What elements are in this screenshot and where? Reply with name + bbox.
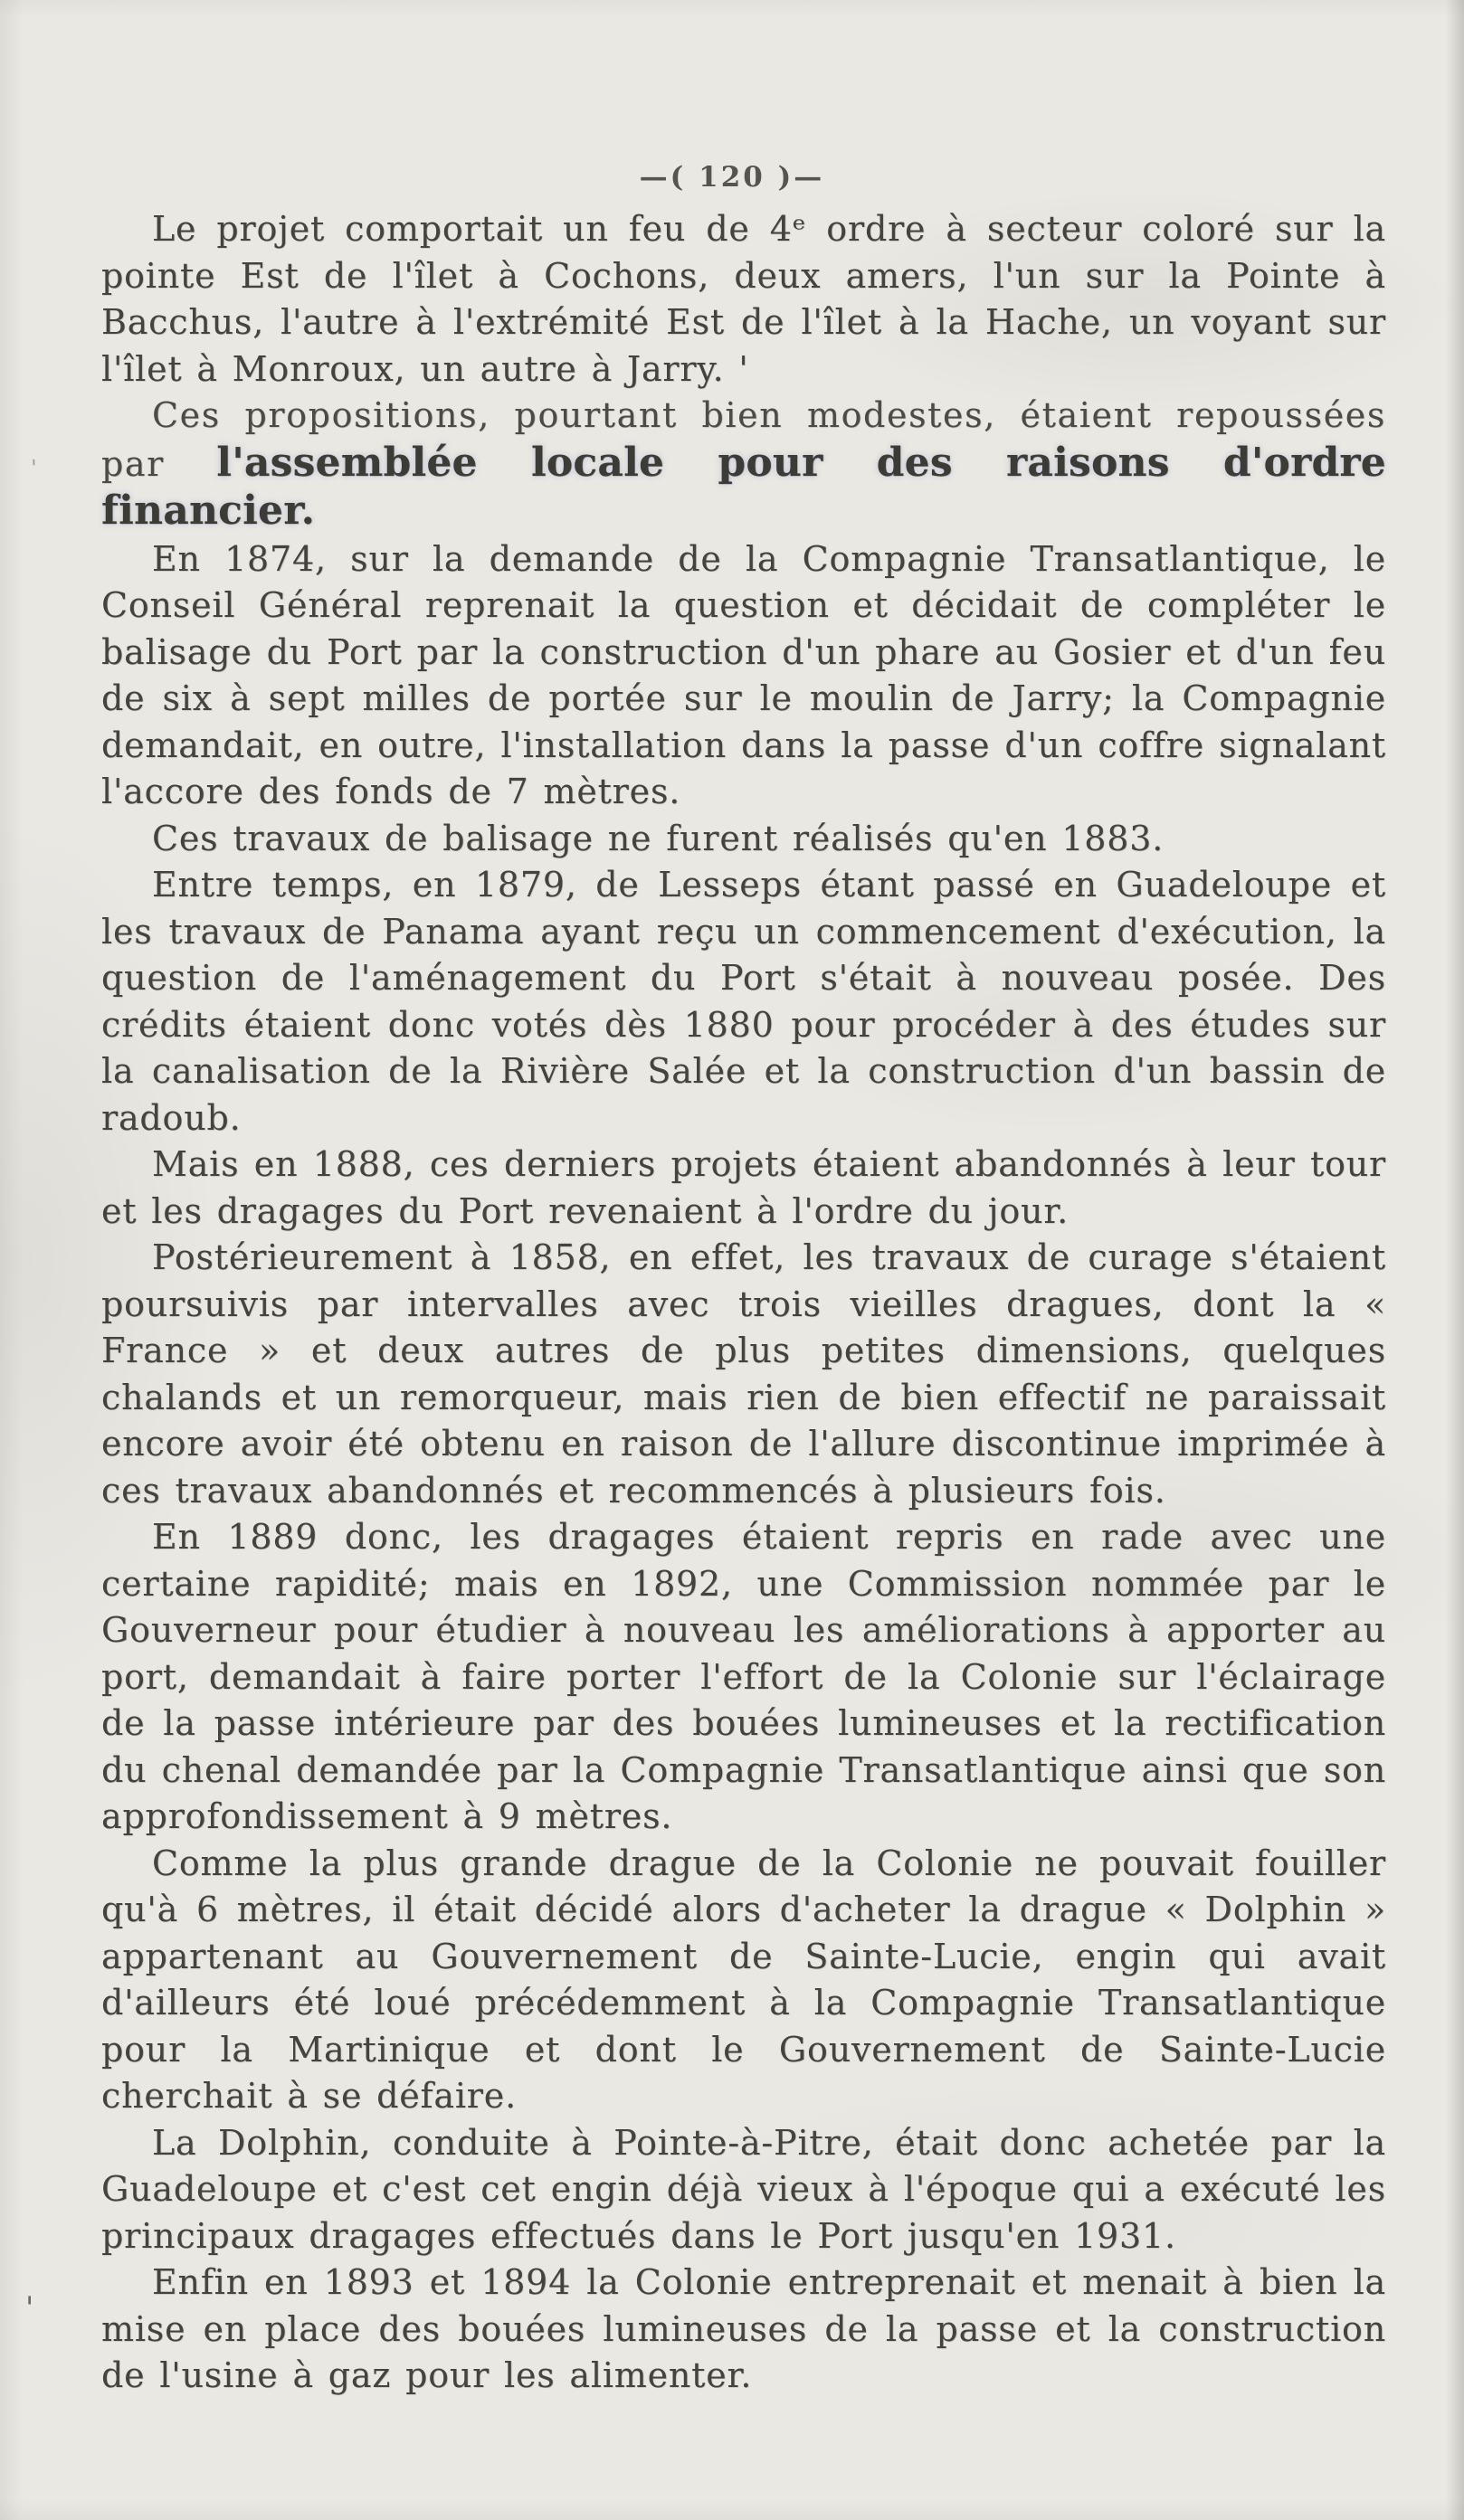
paragraph-text: La Dolphin, conduite à Pointe-à-Pitre, était donc achetée par la Guadeloupe et c'est cet engin déjà vieux à l'époque qui a exécuté les principaux dragages effectués dans le Port jusqu'en 1931. (101, 2122, 1386, 2256)
paragraph-projet-feu (101, 206, 1386, 393)
paragraph-text: Ces propositions, pourtant bien modestes, étaient repoussées par (101, 395, 1386, 484)
scan-artifact-tick: - (21, 458, 49, 467)
paragraph-text: Mais en 1888, ces derniers projets étaient abandonnés à leur tour et les dragages du Port revenaient à l'ordre du jour. (101, 1144, 1386, 1231)
paragraph-1888-abandon (101, 1142, 1386, 1235)
paragraph-1889-dragages (101, 1514, 1386, 1841)
paragraph-propositions-repoussees (101, 393, 1386, 536)
paragraph-text: Postérieurement à 1858, en effet, les travaux de curage s'étaient poursuivis par intervalles avec trois vieilles dragues, dont la « France » et deux autres de plus petites dimensions, quelques chalands et un remorqueur, mais rien de bien effectif ne paraissait encore avoir été obtenu en raison de l'allure discontinue imprimée à ces travaux abandonnés et recommencés à plusieurs fois. (101, 1237, 1386, 1511)
paragraph-dolphin-achat (101, 2120, 1386, 2260)
paragraph-text: Comme la plus grande drague de la Colonie ne pouvait fouiller qu'à 6 mètres, il était décidé alors d'acheter la drague « Dolphin » appartenant au Gouvernement de Sainte-Lucie, engin qui avait d'ailleurs été loué précédemment à la Compagnie Transatlantique pour la Martinique et dont le Gouvernement de Sainte-Lucie cherchait à se défaire. (101, 1843, 1386, 2116)
paragraph-drague-dolphin (101, 1841, 1386, 2120)
text-block (101, 206, 1386, 2400)
paragraph-text: En 1874, sur la demande de la Compagnie Transatlantique, le Conseil Général reprenait la question et décidait de compléter le balisage du Port par la construction d'un phare au Gosier et d'un feu de six à sept milles de portée sur le moulin de Jarry; la Compagnie demandait, en outre, l'installation dans la passe d'un coffre signalant l'accore des fonds de 7 mètres. (101, 538, 1386, 811)
scan-artifact-apostrophe: ' (25, 2290, 34, 2326)
paragraph-travaux-1883 (101, 816, 1386, 863)
paragraph-text: En 1889 donc, les dragages étaient repris en rade avec une certaine rapidité; mais en 1892, une Commission nommée par le Gouverneur pour étudier à nouveau les améliorations à apporter au port, demandait à faire porter l'effort de la Colonie sur l'éclairage de la passe intérieure par des bouées lumineuses et la rectification du chenal demandée par la Compagnie Transatlantique ainsi que son approfondissement à 9 mètres. (101, 1517, 1386, 1836)
page-number: —( 120 )— (639, 161, 825, 194)
paragraph-text: Entre temps, en 1879, de Lesseps étant passé en Guadeloupe et les travaux de Panama ayant reçu un commencement d'exécution, la question de l'aménagement du Port s'était à nouveau posée. Des crédits étaient donc votés dès 1880 pour procéder à des études sur la canalisation de la Rivière Salée et la construction d'un bassin de radoub. (101, 865, 1386, 1138)
display-line-assemblee: l'assemblée locale pour des raisons d'ordre financier. (101, 439, 1386, 534)
paragraph-1893-bouees (101, 2259, 1386, 2400)
paragraph-text: Enfin en 1893 et 1894 la Colonie entreprenait et menait à bien la mise en place des bouées lumineuses de la passe et la construction de l'usine à gaz pour les alimenter. (101, 2262, 1386, 2395)
paragraph-lesseps-1879 (101, 862, 1386, 1142)
paragraph-text: Ces travaux de balisage ne furent réalisés qu'en 1883. (152, 818, 1165, 858)
paragraph-1874-conseil-general (101, 536, 1386, 816)
paragraph-text: Le projet comportait un feu de 4ᵉ ordre à secteur coloré sur la pointe Est de l'îlet à Cochons, deux amers, l'un sur la Pointe à Bacchus, l'autre à l'extrémité Est de l'îlet à la Hache, un voyant sur l'îlet à Monroux, un autre à Jarry. ' (101, 209, 1386, 389)
paragraph-posterieurement-1858 (101, 1235, 1386, 1514)
